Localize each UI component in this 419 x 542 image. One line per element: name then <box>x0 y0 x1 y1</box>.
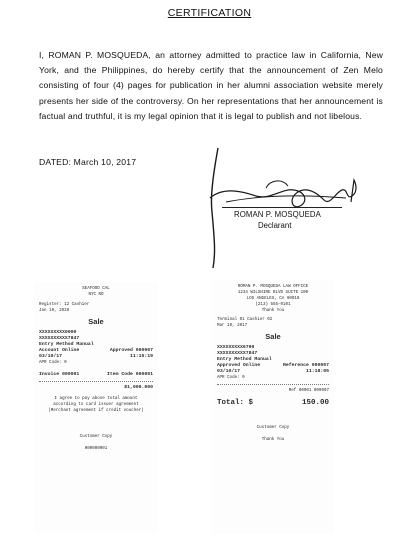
receipt-left-header <box>39 286 153 298</box>
receipt-left-footer-line: according to card issuer agreement <box>53 403 139 407</box>
row-left: APR Code: 0 <box>39 361 67 365</box>
row-left: APR Code: 0 <box>217 376 245 380</box>
receipt-right-footer <box>217 425 329 443</box>
signatory-name: ROMAN P. MOSQUEDA <box>234 210 321 219</box>
row-left: Entry Method Manual <box>39 342 94 347</box>
receipt-left-sale-label: Sale <box>88 317 104 326</box>
receipt-left-divider <box>39 381 153 382</box>
row-left: XXXXXXXXX0000 <box>39 330 77 335</box>
receipt-right-header-line: 1234 WILSHIRE BLVD SUITE 100 <box>237 291 309 295</box>
receipt-left-footer <box>39 396 153 414</box>
receipt-right-ref: Ref 00001 000007 <box>288 389 329 393</box>
row-right: Reference 000007 <box>282 363 329 368</box>
receipt-left-meta: Jan 10, 2028 <box>39 309 70 313</box>
receipt-left-meta: Register: 12 Cashier <box>39 303 90 307</box>
receipt-right-total-row <box>217 398 329 409</box>
row-left: XXXXXXXXX6790 <box>217 345 255 350</box>
receipt-right-row <box>217 375 329 381</box>
receipt-left-amount: $1,000.000 <box>124 385 153 390</box>
receipt-right-footer-line: Thank You <box>261 438 285 442</box>
receipt-right <box>212 280 334 534</box>
receipt-right-header-line: (213) 555-0101 <box>255 303 291 307</box>
receipt-right-total-value: 150.00 <box>301 399 329 407</box>
receipt-left-signature-line: Customer Copy <box>79 435 113 439</box>
receipt-right-header-line: LOS ANGELES, CA 90010 <box>246 297 300 301</box>
row-right: Approved 000007 <box>109 348 153 353</box>
certification-body: I, ROMAN P. MOSQUEDA, an attorney admitted to practice law in California, New York, and the Philippines, do hereby certify that the announcement of Zen Melo consisting of four (4) pages for publication in her alumni association website merely presents her side of the controversy. On her representations that her announcement is factual and truthful, it is my legal opinion that it is legal to publish and not libelous. <box>39 50 383 121</box>
row-left: XXXXXXXXXX7847 <box>217 351 258 356</box>
receipt-left-footer-line: (Merchant agreement if credit voucher) <box>48 409 144 413</box>
receipt-right-header <box>217 284 329 314</box>
receipt-right-ref-row <box>217 388 329 394</box>
row-left: 03/10/17 <box>217 369 241 374</box>
row-left: 03/10/17 <box>39 354 63 359</box>
row-left: Account Online <box>39 348 80 353</box>
receipt-left <box>34 282 158 532</box>
receipt-right-header-line: Thank You <box>261 309 285 313</box>
row-right: Item Code 000001 <box>106 372 153 377</box>
receipt-right-divider <box>217 384 329 385</box>
row-right: 11:15:19 <box>129 354 153 359</box>
dated-line: DATED: March 10, 2017 <box>39 157 137 167</box>
row-left: Invoice 000001 <box>39 372 80 377</box>
receipt-right-meta: Mar 10, 2017 <box>217 324 248 328</box>
document-title: CERTIFICATION <box>167 7 252 19</box>
receipt-right-header-line: ROMAN P. MOSQUEDA LAW OFFICE <box>237 285 309 289</box>
receipt-left-footer-line: I agree to pay above total amount <box>54 397 138 401</box>
row-left: XXXXXXXXXX7847 <box>39 336 80 341</box>
row-left: Approved Online <box>217 363 261 368</box>
signature-graphic <box>196 140 372 270</box>
receipt-left-end-code: 000000001 <box>84 447 108 451</box>
receipt-right-meta: Terminal 01 Cashier 02 <box>217 318 273 322</box>
receipt-right-total-label: Total: $ <box>217 399 254 407</box>
receipt-right-sale-label: Sale <box>265 332 281 341</box>
signatory-role: Declarant <box>258 221 292 230</box>
signature-line <box>222 207 342 208</box>
receipt-left-row <box>39 372 153 378</box>
receipt-left-header-line: SEAFOOD CAL <box>82 287 110 291</box>
row-left: Entry Method Manual <box>217 357 272 362</box>
row-right: 11:18:05 <box>305 369 329 374</box>
receipt-right-footer-line: Customer Copy <box>256 426 290 430</box>
receipt-left-header-line: NYC NO <box>88 293 104 297</box>
